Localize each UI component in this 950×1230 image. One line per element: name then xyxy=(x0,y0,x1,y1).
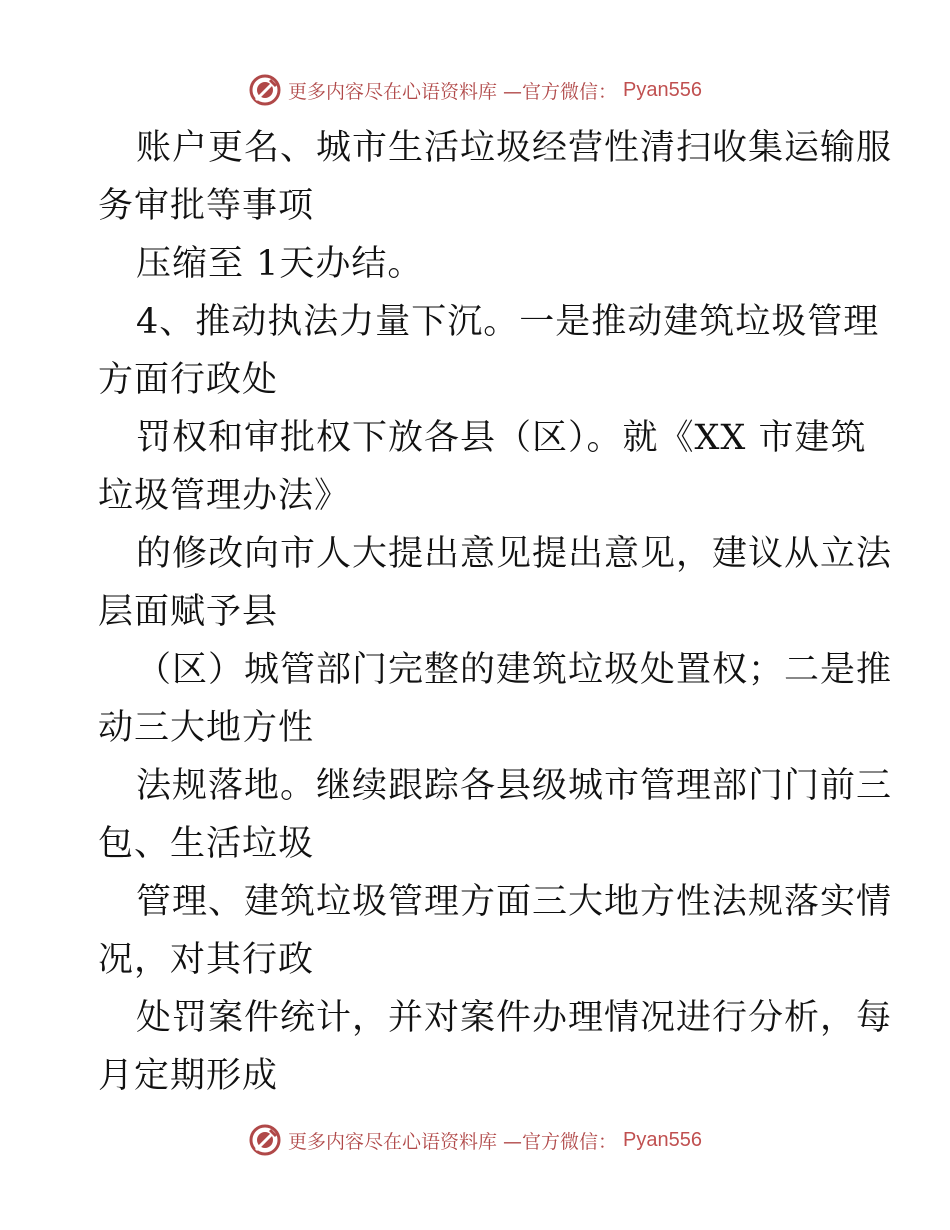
text-line: 方面行政处 xyxy=(98,360,279,400)
text-line: 罚权和审批权下放各县（区）。就《XX 市建筑 xyxy=(136,418,867,458)
banner-title: 更多内容尽在心语资料库 xyxy=(288,1130,498,1153)
text-line: 管理、建筑垃圾管理方面三大地方性法规落实情 xyxy=(136,882,893,922)
text-line: 账户更名、城市生活垃圾经营性清扫收集运输服 xyxy=(136,128,893,168)
text-line: 的修改向市人大提出意见提出意见，建议从立法 xyxy=(136,534,893,574)
text-line: 况，对其行政 xyxy=(98,940,315,980)
text-line: 层面赋予县 xyxy=(98,592,279,632)
seal-logo-icon xyxy=(248,1123,282,1157)
footer-banner xyxy=(0,1118,950,1162)
text-line: 包、生活垃圾 xyxy=(98,824,315,864)
text-line: 务审批等事项 xyxy=(98,186,315,226)
banner-wechat-id: Pyan556 xyxy=(623,78,702,101)
text-line: 动三大地方性 xyxy=(98,708,315,748)
banner-wechat-id: Pyan556 xyxy=(623,1128,702,1151)
text-line: 4、推动执法力量下沉。一是推动建筑垃圾管理 xyxy=(136,302,880,342)
text-line: 垃圾管理办法》 xyxy=(98,476,351,516)
seal-logo-icon xyxy=(248,73,282,107)
banner-title: 更多内容尽在心语资料库 xyxy=(288,80,498,103)
banner-separator: —官方微信： xyxy=(503,80,618,103)
text-line: 月定期形成 xyxy=(98,1056,279,1096)
text-line: 处罚案件统计，并对案件办理情况进行分析，每 xyxy=(136,998,893,1038)
header-banner xyxy=(0,68,950,112)
text-line: （区）城管部门完整的建筑垃圾处置权；二是推 xyxy=(136,650,893,690)
text-line: 压缩至 1天办结。 xyxy=(136,244,424,284)
banner-separator: —官方微信： xyxy=(503,1130,618,1153)
text-line: 法规落地。继续跟踪各县级城市管理部门门前三 xyxy=(136,766,893,806)
